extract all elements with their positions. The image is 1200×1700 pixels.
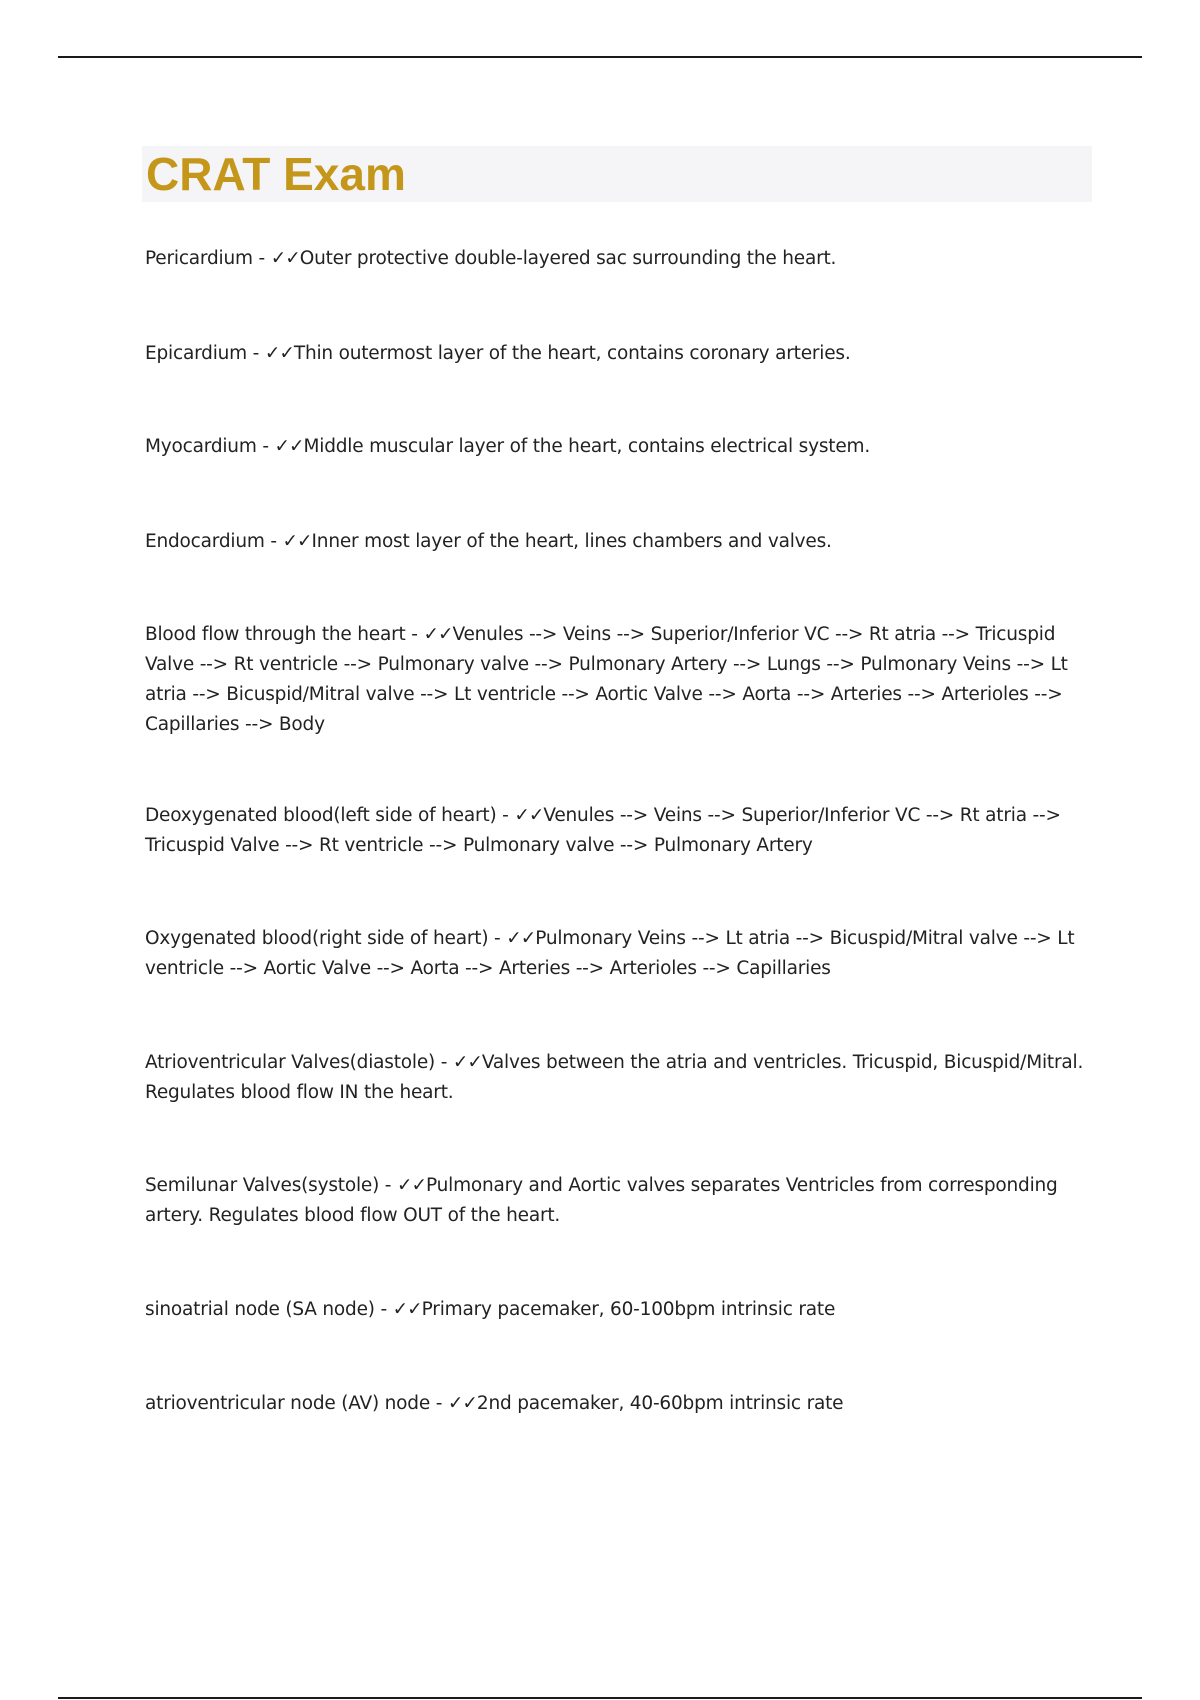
entry-term: Blood flow through the heart -	[145, 624, 424, 645]
check-icon: ✓✓	[392, 1299, 422, 1320]
entry-definition: Inner most layer of the heart, lines chambers and valves.	[311, 531, 832, 552]
entry-definition: Pulmonary Veins --> Lt atria --> Bicuspid/Mitral valve --> Lt ventricle --> Aortic Valve --> Aorta --> Arteries --> Arterioles --> Capillaries	[145, 928, 1075, 979]
entry-term: atrioventricular node (AV) node -	[145, 1393, 448, 1414]
entry-definition: Thin outermost layer of the heart, contains coronary arteries.	[293, 343, 851, 364]
entry-term: Myocardium -	[145, 436, 275, 457]
entry-term: Epicardium -	[145, 343, 265, 364]
entry-definition: Venules --> Veins --> Superior/Inferior VC --> Rt atria --> Tricuspid Valve --> Rt ventricle --> Pulmonary valve --> Pulmonary Artery --> Lungs --> Pulmonary Veins --> Lt atria --> Bicuspid/Mitral valve --> Lt ventricle --> Aortic Valve --> Aorta --> Arteries --> Arterioles --> Capillaries --> Body	[145, 624, 1068, 735]
check-icon: ✓✓	[514, 805, 544, 826]
entry-pericardium	[145, 244, 1095, 274]
entry-deoxygenated-blood	[145, 801, 1095, 861]
entry-epicardium	[145, 339, 1095, 369]
entry-definition: 2nd pacemaker, 40-60bpm intrinsic rate	[476, 1393, 844, 1414]
entry-definition: Middle muscular layer of the heart, contains electrical system.	[303, 436, 871, 457]
entry-term: Deoxygenated blood(left side of heart) -	[145, 805, 515, 826]
check-icon: ✓✓	[396, 1175, 426, 1196]
entry-term: Atrioventricular Valves(diastole) -	[145, 1052, 453, 1073]
check-icon: ✓✓	[270, 248, 300, 269]
entry-list	[145, 244, 1095, 1419]
entry-sa-node	[145, 1295, 1095, 1325]
check-icon: ✓✓	[264, 343, 294, 364]
check-icon: ✓✓	[274, 436, 304, 457]
entry-av-valves	[145, 1048, 1095, 1108]
entry-myocardium	[145, 432, 1095, 462]
footer-rule	[58, 1697, 1142, 1699]
check-icon: ✓✓	[447, 1393, 477, 1414]
entry-av-node	[145, 1389, 1095, 1419]
entry-definition: Outer protective double-layered sac surrounding the heart.	[299, 248, 837, 269]
entry-blood-flow	[145, 620, 1095, 740]
entry-definition: Primary pacemaker, 60-100bpm intrinsic rate	[421, 1299, 836, 1320]
entry-term: Endocardium -	[145, 531, 283, 552]
entry-endocardium	[145, 527, 1095, 557]
entry-term: Oxygenated blood(right side of heart) -	[145, 928, 507, 949]
check-icon: ✓✓	[506, 928, 536, 949]
entry-term: Semilunar Valves(systole) -	[145, 1175, 397, 1196]
check-icon: ✓✓	[452, 1052, 482, 1073]
page-title: CRAT Exam	[146, 148, 406, 200]
entry-oxygenated-blood	[145, 924, 1095, 984]
entry-definition: Venules --> Veins --> Superior/Inferior VC --> Rt atria --> Tricuspid Valve --> Rt ventricle --> Pulmonary valve --> Pulmonary Artery	[145, 805, 1061, 856]
header-rule	[58, 56, 1142, 58]
entry-term: Pericardium -	[145, 248, 271, 269]
entry-definition: Pulmonary and Aortic valves separates Ventricles from corresponding artery. Regulates blood flow OUT of the heart.	[145, 1175, 1058, 1226]
check-icon: ✓✓	[282, 531, 312, 552]
check-icon: ✓✓	[423, 624, 453, 645]
entry-semilunar-valves	[145, 1171, 1095, 1231]
entry-definition: Valves between the atria and ventricles. Tricuspid, Bicuspid/Mitral. Regulates blood flow IN the heart.	[145, 1052, 1084, 1103]
entry-term: sinoatrial node (SA node) -	[145, 1299, 393, 1320]
